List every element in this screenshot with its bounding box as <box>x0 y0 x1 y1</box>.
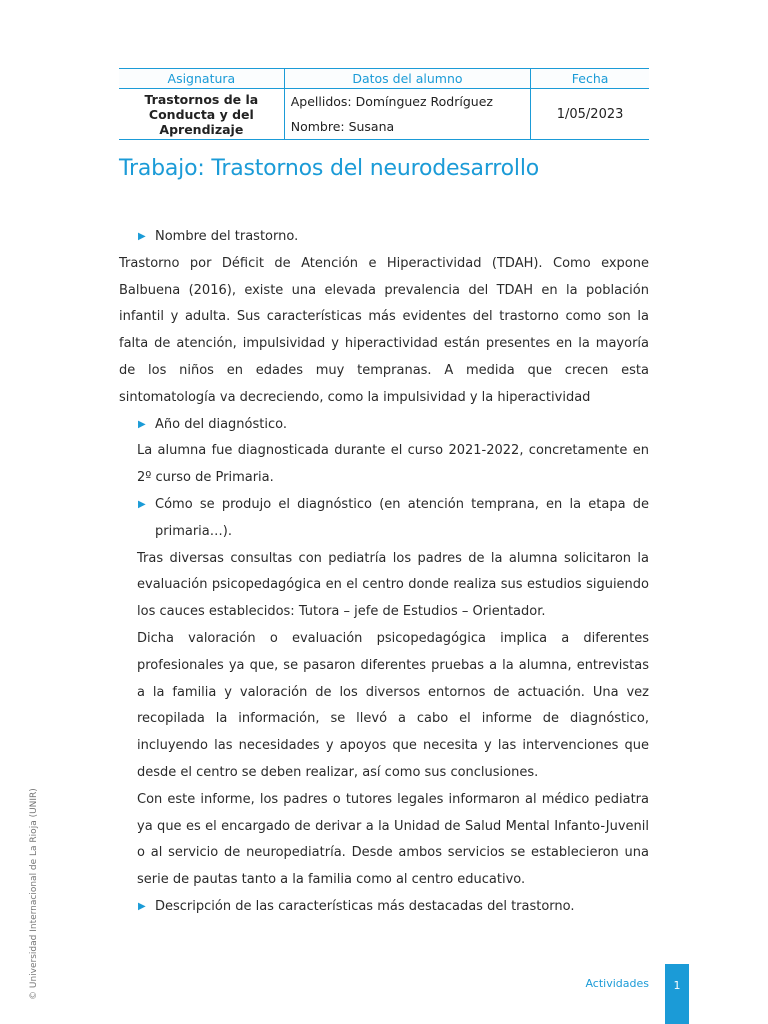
bullet-item-diagnosis-how <box>119 492 649 546</box>
header-row <box>119 69 649 89</box>
footer-label: Actividades <box>585 977 649 990</box>
paragraph-report: Con este informe, los padres o tutores legales informaron al médico pediatra ya que es el encargado de derivar a la Unidad de Salud Mental Infanto-Juvenil o al servicio de neuropediatría. Desde ambos servicios se establecieron una serie de pautas tanto a la familia como al centro educativo. <box>137 791 649 888</box>
student-surname: Apellidos: Domínguez Rodríguez <box>290 94 493 109</box>
col-student-header: Datos del alumno <box>284 69 530 89</box>
col-date-header: Fecha <box>531 69 649 89</box>
bullet-text: Año del diagnóstico. <box>155 416 287 432</box>
document-body <box>119 224 649 921</box>
bullet-item-disorder-name <box>119 224 649 251</box>
paragraph-consultations: Tras diversas consultas con pediatría los padres de la alumna solicitaron la evaluación psicopedagógica en el centro donde realiza sus estudios siguiendo los cauces establecidos: Tutora – jefe de Estudios – Orientador. <box>137 550 649 620</box>
triangle-right-icon: ▶ <box>138 900 146 912</box>
triangle-right-icon: ▶ <box>138 231 146 242</box>
paragraph-diagnosis-year: La alumna fue diagnosticada durante el curso 2021-2022, concretamente en 2º curso de Primaria. <box>137 443 649 486</box>
bullet-text: Descripción de las características más destacadas del trastorno. <box>155 898 575 914</box>
paragraph-tdah: Trastorno por Déficit de Atención e Hiperactividad (TDAH). Como expone Balbuena (2016), existe una elevada prevalencia del TDAH en la población infantil y adulta. Sus características más evidentes del trastorno como son la falta de atención, impulsividad y hiperactividad están presentes en la mayoría de los niños en edades muy tempranas. A medida que crecen esta sintomatología va decreciendo, como la impulsividad y la hiperactividad <box>119 255 649 405</box>
col-subject-header: Asignatura <box>119 69 284 89</box>
header-table <box>119 68 649 140</box>
copyright-notice: © Universidad Internacional de La Rioja (UNIR) <box>29 788 39 1000</box>
page-title: Trabajo: Trastornos del neurodesarrollo <box>119 156 540 181</box>
header-values-row <box>119 89 649 140</box>
subject-cell: Trastornos de la Conducta y del Aprendizaje <box>119 89 284 140</box>
paragraph-evaluation: Dicha valoración o evaluación psicopedagógica implica a diferentes profesionales ya que, se pasaron diferentes pruebas a la alumna, entrevistas a la familia y valoración de los diversos entornos de actuación. Una vez recopilada la información, se llevó a cabo el informe de diagnóstico, incluyendo las necesidades y apoyos que necesita y las intervenciones que desde el centro se deben realizar, así como sus conclusiones. <box>137 630 649 780</box>
bullet-text: Cómo se produjo el diagnóstico (en atención temprana, en la etapa de primaria…). <box>155 496 649 539</box>
student-cell <box>284 89 530 140</box>
bullet-item-characteristics <box>119 894 649 921</box>
triangle-right-icon: ▶ <box>138 418 146 430</box>
page-number: 1 <box>665 964 689 1024</box>
student-name: Nombre: Susana <box>290 119 395 134</box>
date-cell: 1/05/2023 <box>531 89 649 140</box>
triangle-right-icon: ▶ <box>138 498 146 510</box>
bullet-text: Nombre del trastorno. <box>155 229 299 244</box>
bullet-item-diagnosis-year <box>119 412 649 439</box>
